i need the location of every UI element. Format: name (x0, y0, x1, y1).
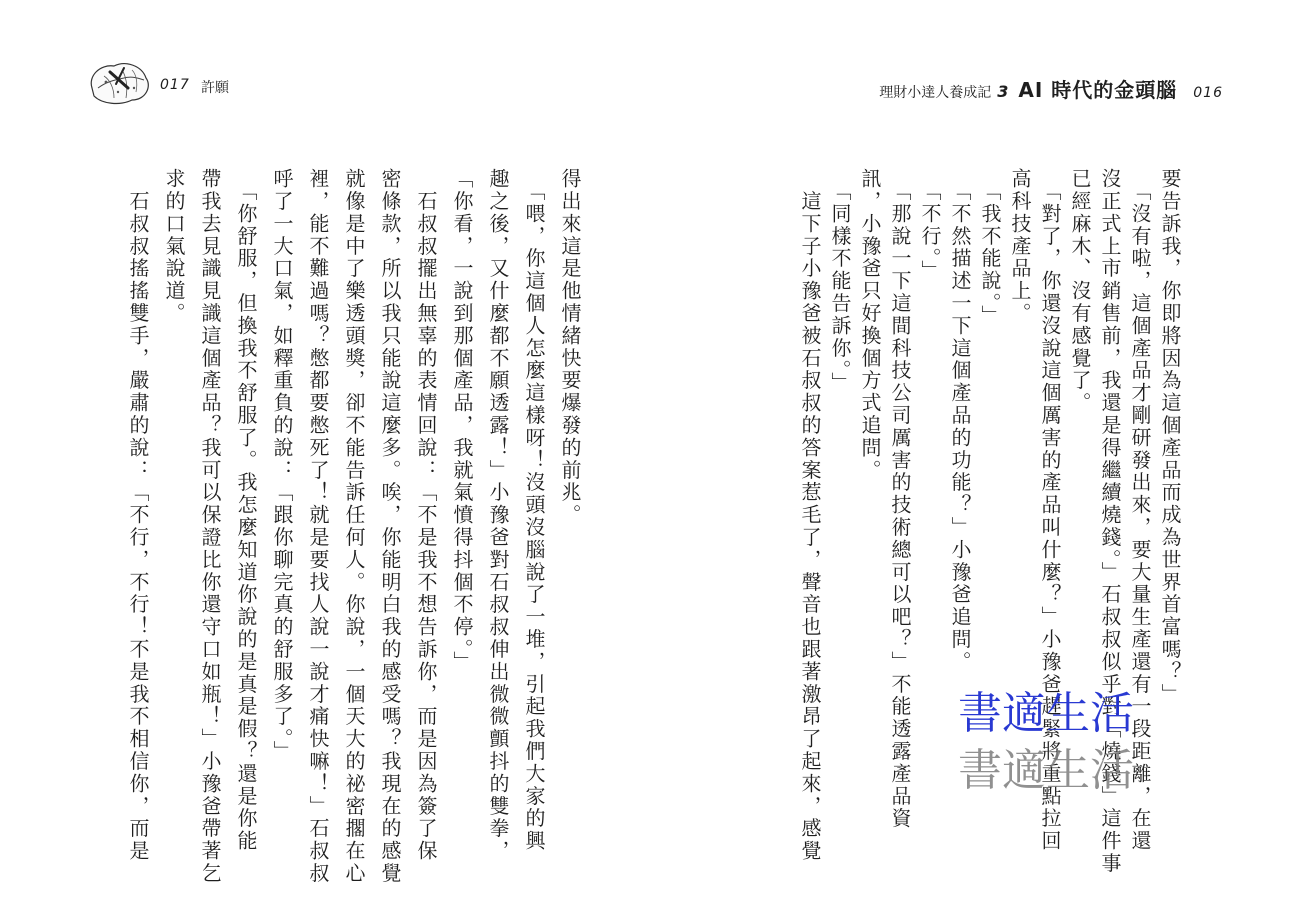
text-column: 「不行。」 (918, 168, 942, 283)
text-column: 「沒有啦，這個產品才剛研發出來，要大量生產還有一段距離，在還 (1128, 168, 1152, 853)
text-column: 帶我去見識見識這個產品？我可以保證比你還守口如瓶！」小豫爸帶著乞 (198, 168, 222, 885)
text-column: 求的口氣說道。 (162, 168, 186, 325)
text-column: 就像是中了樂透頭獎，卻不能告訴任何人。你說，一個天大的祕密擱在心 (342, 168, 366, 885)
text-column: 「同樣不能告訴你。」 (828, 168, 852, 395)
text-column: 密條款，所以我只能說這麼多。唉，你能明白我的感受嗎？我現在的感覺 (378, 168, 402, 885)
text-column: 石叔叔擺出無辜的表情回說：「不是我不想告訴你，而是因為簽了保 (414, 168, 438, 863)
text-column: 裡，能不難過嗎？憋都要憋死了！就是要找人說一說才痛快嘛！」石叔叔 (306, 168, 330, 885)
page-number-right: 016 (1193, 85, 1223, 101)
leaf-logo-icon (84, 58, 154, 106)
text-column: 「你看，一說到那個產品，我就氣憤得抖個不停。」 (450, 168, 474, 674)
book-volume: 3 (997, 82, 1009, 101)
text-column: 石叔叔搖搖雙手，嚴肅的說：「不行，不行！不是我不相信你，而是 (126, 168, 150, 863)
text-column: 呼了一大口氣，如釋重負的說：「跟你聊完真的舒服多了。」 (270, 168, 294, 763)
page-number-left: 017 (160, 77, 190, 93)
header-left (80, 58, 320, 108)
text-column: 「我不能說。」 (978, 168, 1002, 328)
text-column: 沒正式上市銷售前，我還是得繼續燒錢。」石叔叔似乎對「燒錢」這件事 (1098, 168, 1122, 875)
text-column: 「不然描述一下這個產品的功能？」小豫爸追問。 (948, 168, 972, 674)
book-title: AI 時代的金頭腦 (1018, 78, 1178, 102)
text-column: 「那說一下這間科技公司厲害的技術總可以吧？」不能透露產品資 (888, 168, 912, 830)
chapter-title: 許願 (201, 80, 229, 96)
header-right (879, 74, 1223, 102)
text-column: 「喂，你這個人怎麼這樣呀！沒頭沒腦說了一堆，引起我們大家的興 (522, 168, 546, 853)
text-column: 趣之後，又什麼都不願透露！」小豫爸對石叔叔伸出微微顫抖的雙拳， (486, 168, 510, 863)
text-column: 「對了，你還沒說這個厲害的產品叫什麼？」小豫爸趕緊將重點拉回 (1038, 168, 1062, 853)
text-column: 「你舒服，但換我不舒服了。我怎麼知道你說的是真是假？還是你能 (234, 168, 258, 853)
text-column: 要告訴我，你即將因為這個產品而成為世界首富嗎？」 (1158, 168, 1182, 706)
watermark-blue: 書適生活 (958, 688, 1134, 739)
text-column: 已經麻木、沒有感覺了。 (1068, 168, 1092, 415)
text-column: 得出來這是他情緒快要爆發的前兆。 (558, 168, 582, 527)
text-column: 訊，小豫爸只好換個方式追問。 (858, 168, 882, 482)
book-series: 理財小達人養成記 (879, 85, 992, 101)
text-column: 高科技產品上。 (1008, 168, 1032, 325)
text-column: 這下子小豫爸被石叔叔的答案惹毛了，聲音也跟著激昂了起來，感覺 (798, 168, 822, 863)
vertical-text-body (93, 168, 1183, 885)
watermark-gray: 書適生活 (958, 745, 1134, 796)
